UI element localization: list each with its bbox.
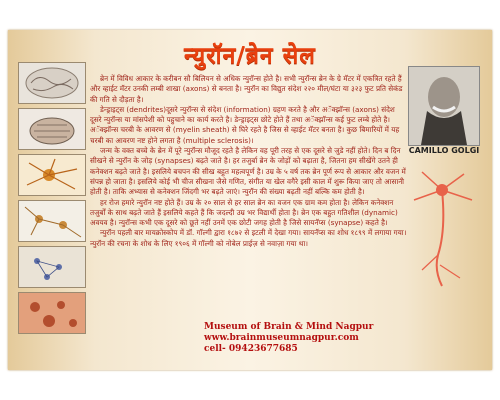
paragraph-3: जन्म के वक्त बच्चे के ब्रेन में पूरे न्युरॉन्स मौजूद रहते है लेकिन वह पूरी तरह से एक दूसरे से जुडे नहीं होते। दिन ब दिन सीखने से न्युरॉन के जोड़ (synapses) बढ़ते जाते है। हर तजुर्बा ब्रेन के जोड़ों को बढ़ाता है, जितना हम सीखेंगे उतने ही कनेक्शन बढ़ते जाते है। इसलिये बचपन की सीख बहुत महत्वपूर्ण है। उम्र के ५ वर्ष तक ब्रेन पूर्ण रूप से आकार और वजन में संपन्न हो जाता है। इसलिये कोई भी चीज सीखना जैसे गणित, संगीत या खेल वगैरे इसी काल में शुरू किया जाए तो आसानी होती है। ताकि अभ्यास से कनेक्शन जिंदगी भर बढ़ते जाएं। न्युरॉन की संख्या बढ़ती नहीं बल्कि कम होती है। — [90, 146, 406, 197]
museum-footer — [204, 322, 384, 355]
brain-section-graphic — [19, 63, 85, 103]
poster-title: न्युरॉन/ब्रेन सेल — [184, 43, 316, 69]
brain-section-image — [18, 62, 86, 104]
portrait-caption: CAMILLO GOLGI — [408, 146, 480, 155]
footer-phone: cell- 09423677685 — [204, 344, 298, 354]
neuron-network-graphic — [19, 201, 85, 241]
neuron-image-graphic — [19, 155, 85, 195]
neuron-cluster-graphic — [19, 247, 85, 287]
cerebellum-graphic — [19, 109, 85, 149]
neuron-drawing — [402, 160, 488, 290]
footer-museum-name: Museum of Brain & Mind Nagpur — [204, 322, 374, 332]
neuron-cluster-image — [18, 246, 86, 288]
neuron-network-image — [18, 200, 86, 242]
brain-cells-graphic — [19, 293, 85, 333]
neuron-drawing-graphic — [402, 160, 488, 290]
left-image-column — [18, 62, 86, 338]
cerebellum-image — [18, 108, 86, 150]
neuron-image — [18, 154, 86, 196]
paragraph-4: हर रोज हमारे न्युरॉन नष्ट होते हैं। उम्र के २० साल से हर साल ब्रेन का वजन एक ग्राम कम होता है। लेकिन कनेक्शन तजुर्बों के साथ बढ़ते जाते हैं इसलिये कहते हैं कि जदल्दी उम्र भर विद्यार्थी होता है। ब्रेन एक बहुत गतिशील (dynamic) अवयव है। न्युरॉन्स कभी एक दूसरे को छूते नहीं उनमें एक छोटी जगह होती है जिसे सायनॅप्स (synapse) कहते है। — [90, 197, 398, 228]
paragraph-1: ब्रेन में विविध आकार के करीबन सौ बिलियन से अधिक न्युरॉन्स होते है। सभी न्युरॉन्स ब्रेन के ग्रे मॅटर में एकत्रित रहते हैं और व्हाईट मॅटर उनकी लम्बी शाखा (axons) से बनता है। न्युरॉन का विद्युत संदेश २२० मील/घंटा या ३२३ फुट प्रति सेकंड की गति से दौड़ता है। — [90, 74, 403, 104]
footer-website: www.brainmuseumnagpur.com — [204, 333, 359, 343]
brain-cells-image — [18, 292, 86, 334]
golgi-portrait — [408, 66, 480, 146]
paragraph-5: न्युरॉन पहली बार मायक्रोस्कोप में डॉ. गॉल्गी द्वारा १८७२ से इटली में देखा गया। सायनॅप्स का शोध १८९९ में लगाया गया। न्युरॉन की रचना के शोध के लिए १९०६ में गॉल्गी को नोबेल प्राईज़ से नवाज़ा गया था। — [90, 228, 407, 248]
body-text — [90, 74, 408, 249]
golgi-portrait-graphic — [409, 67, 479, 145]
paragraph-2: डेन्ड्राइट्स (dendrites)दूसरे न्युरॉन्स से संदेश (information) ग्रहण करते है और अॅक्झॉन्स (axons) संदेश दूसरे न्युरॉन्स या मांसपेशी को पहुचाने का कार्य करते है। डेन्ड्राइट्स छोटे होते हैं तथा अॅक्झॉन्स कई फुट लम्बे होते है। अॅक्झॉन्स चरबी के आवरण से (myelin sheath) से घिरे रहते है जिस से व्हाईट मॅटर बनता है। कुछ बिमारियों में यह चरबी का आवरण नष्ट होने लगता है (multiple sclerosis)। — [90, 104, 400, 145]
